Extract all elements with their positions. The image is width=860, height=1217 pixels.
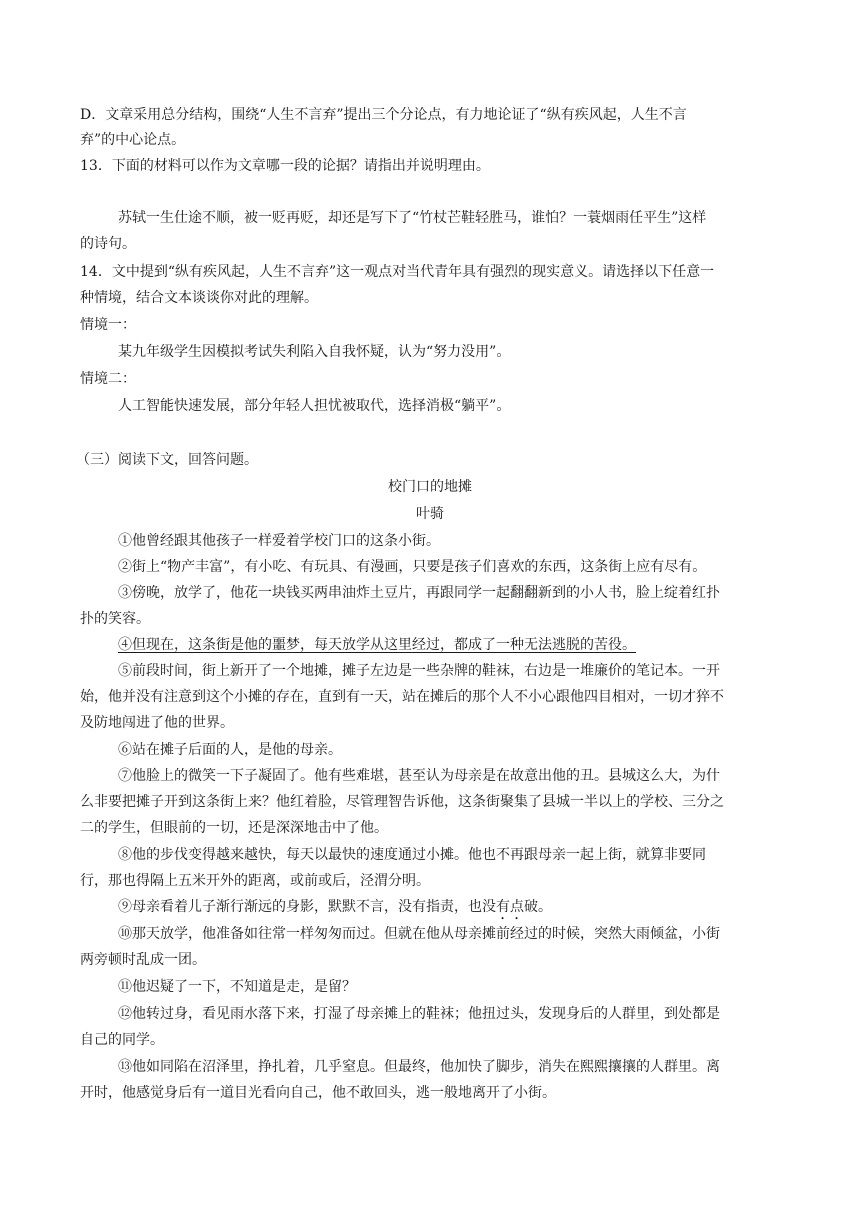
- paragraph-7-line-3: 二的学生，但眼前的一切，还是深深地击中了他。: [80, 820, 388, 836]
- paragraph-10-line-2: 两旁顿时乱成一团。: [80, 952, 206, 968]
- paragraph-10-line-1: ⑩那天放学，他准备如往常一样匆匆而过。但就在他从母亲摊前经过的时候，突然大雨倾盆，小街: [118, 926, 720, 942]
- paragraph-5-line-1: ⑤前段时间，街上新开了一个地摊，摊子左边是一些杂牌的鞋袜，右边是一堆廉价的笔记本。一开: [118, 663, 720, 679]
- emphasis-dotted-word: 有点: [496, 899, 524, 915]
- paragraph-3-line-1: ③傍晚，放学了，他花一块钱买两串油炸土豆片，再跟同学一起翻翻新到的小人书，脸上绽着红扑: [118, 585, 720, 601]
- q13-material-line-2: 的诗句。: [80, 236, 136, 252]
- question-14-line-1: 14．文中提到“纵有疾风起，人生不言弃”这一观点对当代青年具有强烈的现实意义。请选择以下任意一: [80, 264, 715, 280]
- paragraph-2: ②街上“物产丰富”，有小吃、有玩具、有漫画，只要是孩子们喜欢的东西，这条街上应有尽有。: [118, 559, 707, 575]
- paragraph-12-line-2: 自己的同学。: [80, 1032, 164, 1048]
- option-d-line-2: 弃”的中心论点。: [80, 132, 186, 148]
- option-d-line-1: D．文章采用总分结构，围绕“人生不言弃”提出三个分论点，有力地论证了“纵有疾风起，人生不言: [80, 107, 687, 123]
- paragraph-13-line-1: ⑬他如同陷在沼泽里，挣扎着，几乎窒息。但最终，他加快了脚步，消失在熙熙攘攘的人群里。离: [118, 1059, 720, 1075]
- passage-author: 叶骑: [416, 506, 444, 522]
- question-13: 13．下面的材料可以作为文章哪一段的论据？请指出并说明理由。: [80, 158, 490, 174]
- scenario-1-label: 情境一：: [80, 317, 136, 333]
- paragraph-4-underlined: ④但现在，这条街是他的噩梦，每天放学从这里经过，都成了一种无法逃脱的苦役。: [118, 637, 636, 653]
- paragraph-9: [118, 897, 552, 923]
- q13-material-line-1: 苏轼一生仕途不顺，被一贬再贬，却还是写下了“竹杖芒鞋轻胜马，谁怕？一蓑烟雨任平生”这样: [118, 210, 707, 226]
- question-14-line-2: 种情境，结合文本谈谈你对此的理解。: [80, 290, 318, 306]
- paragraph-13-line-2: 开时，他感觉身后有一道目光看向自己，他不敢回头，逃一般地离开了小街。: [80, 1085, 556, 1101]
- paragraph-11: ⑪他迟疑了一下，不知道是走，是留？: [118, 979, 356, 995]
- section-3-heading: （三）阅读下文，回答问题。: [76, 452, 258, 468]
- paragraph-7-line-2: 么非要把摊子开到这条街上来？他红着脸，尽管理智告诉他，这条街聚集了县城一半以上的学校、三分之: [80, 794, 724, 810]
- paragraph-1: ①他曾经跟其他孩子一样爱着学校门口的这条小街。: [118, 533, 440, 549]
- passage-title: 校门口的地摊: [388, 479, 472, 495]
- paragraph-5-line-3: 及防地闯进了他的世界。: [80, 715, 234, 731]
- paragraph-7-line-1: ⑦他脸上的微笑一下子凝固了。他有些难堪，甚至认为母亲是在故意出他的丑。县城这么大，为什: [118, 768, 720, 784]
- paragraph-8-line-2: 行，那也得隔上五米开外的距离，或前或后，泾渭分明。: [80, 873, 430, 889]
- scenario-1-text: 某九年级学生因模拟考试失利陷入自我怀疑，认为“努力没用”。: [118, 344, 511, 360]
- scenario-2-text: 人工智能快速发展，部分年轻人担忧被取代，选择消极“躺平”。: [118, 398, 511, 414]
- paragraph-6: ⑥站在摊子后面的人，是他的母亲。: [118, 742, 342, 758]
- scenario-2-label: 情境二：: [80, 371, 136, 387]
- paragraph-3-line-2: 扑的笑容。: [80, 611, 150, 627]
- paragraph-9-end: 破。: [524, 899, 552, 915]
- paragraph-5-line-2: 始，他并没有注意到这个小摊的存在，直到有一天，站在摊后的那个人不小心跟他四目相对，一切才猝不: [80, 689, 724, 705]
- paragraph-8-line-1: ⑧他的步伐变得越来越快，每天以最快的速度通过小摊。他也不再跟母亲一起上街，就算非要同: [118, 847, 706, 863]
- paragraph-12-line-1: ⑫他转过身，看见雨水落下来，打湿了母亲摊上的鞋袜；他扭过头，发现身后的人群里，到处都是: [118, 1006, 720, 1022]
- paragraph-9-text: ⑨母亲看着儿子渐行渐远的身影，默默不言，没有指责，也没: [118, 899, 496, 915]
